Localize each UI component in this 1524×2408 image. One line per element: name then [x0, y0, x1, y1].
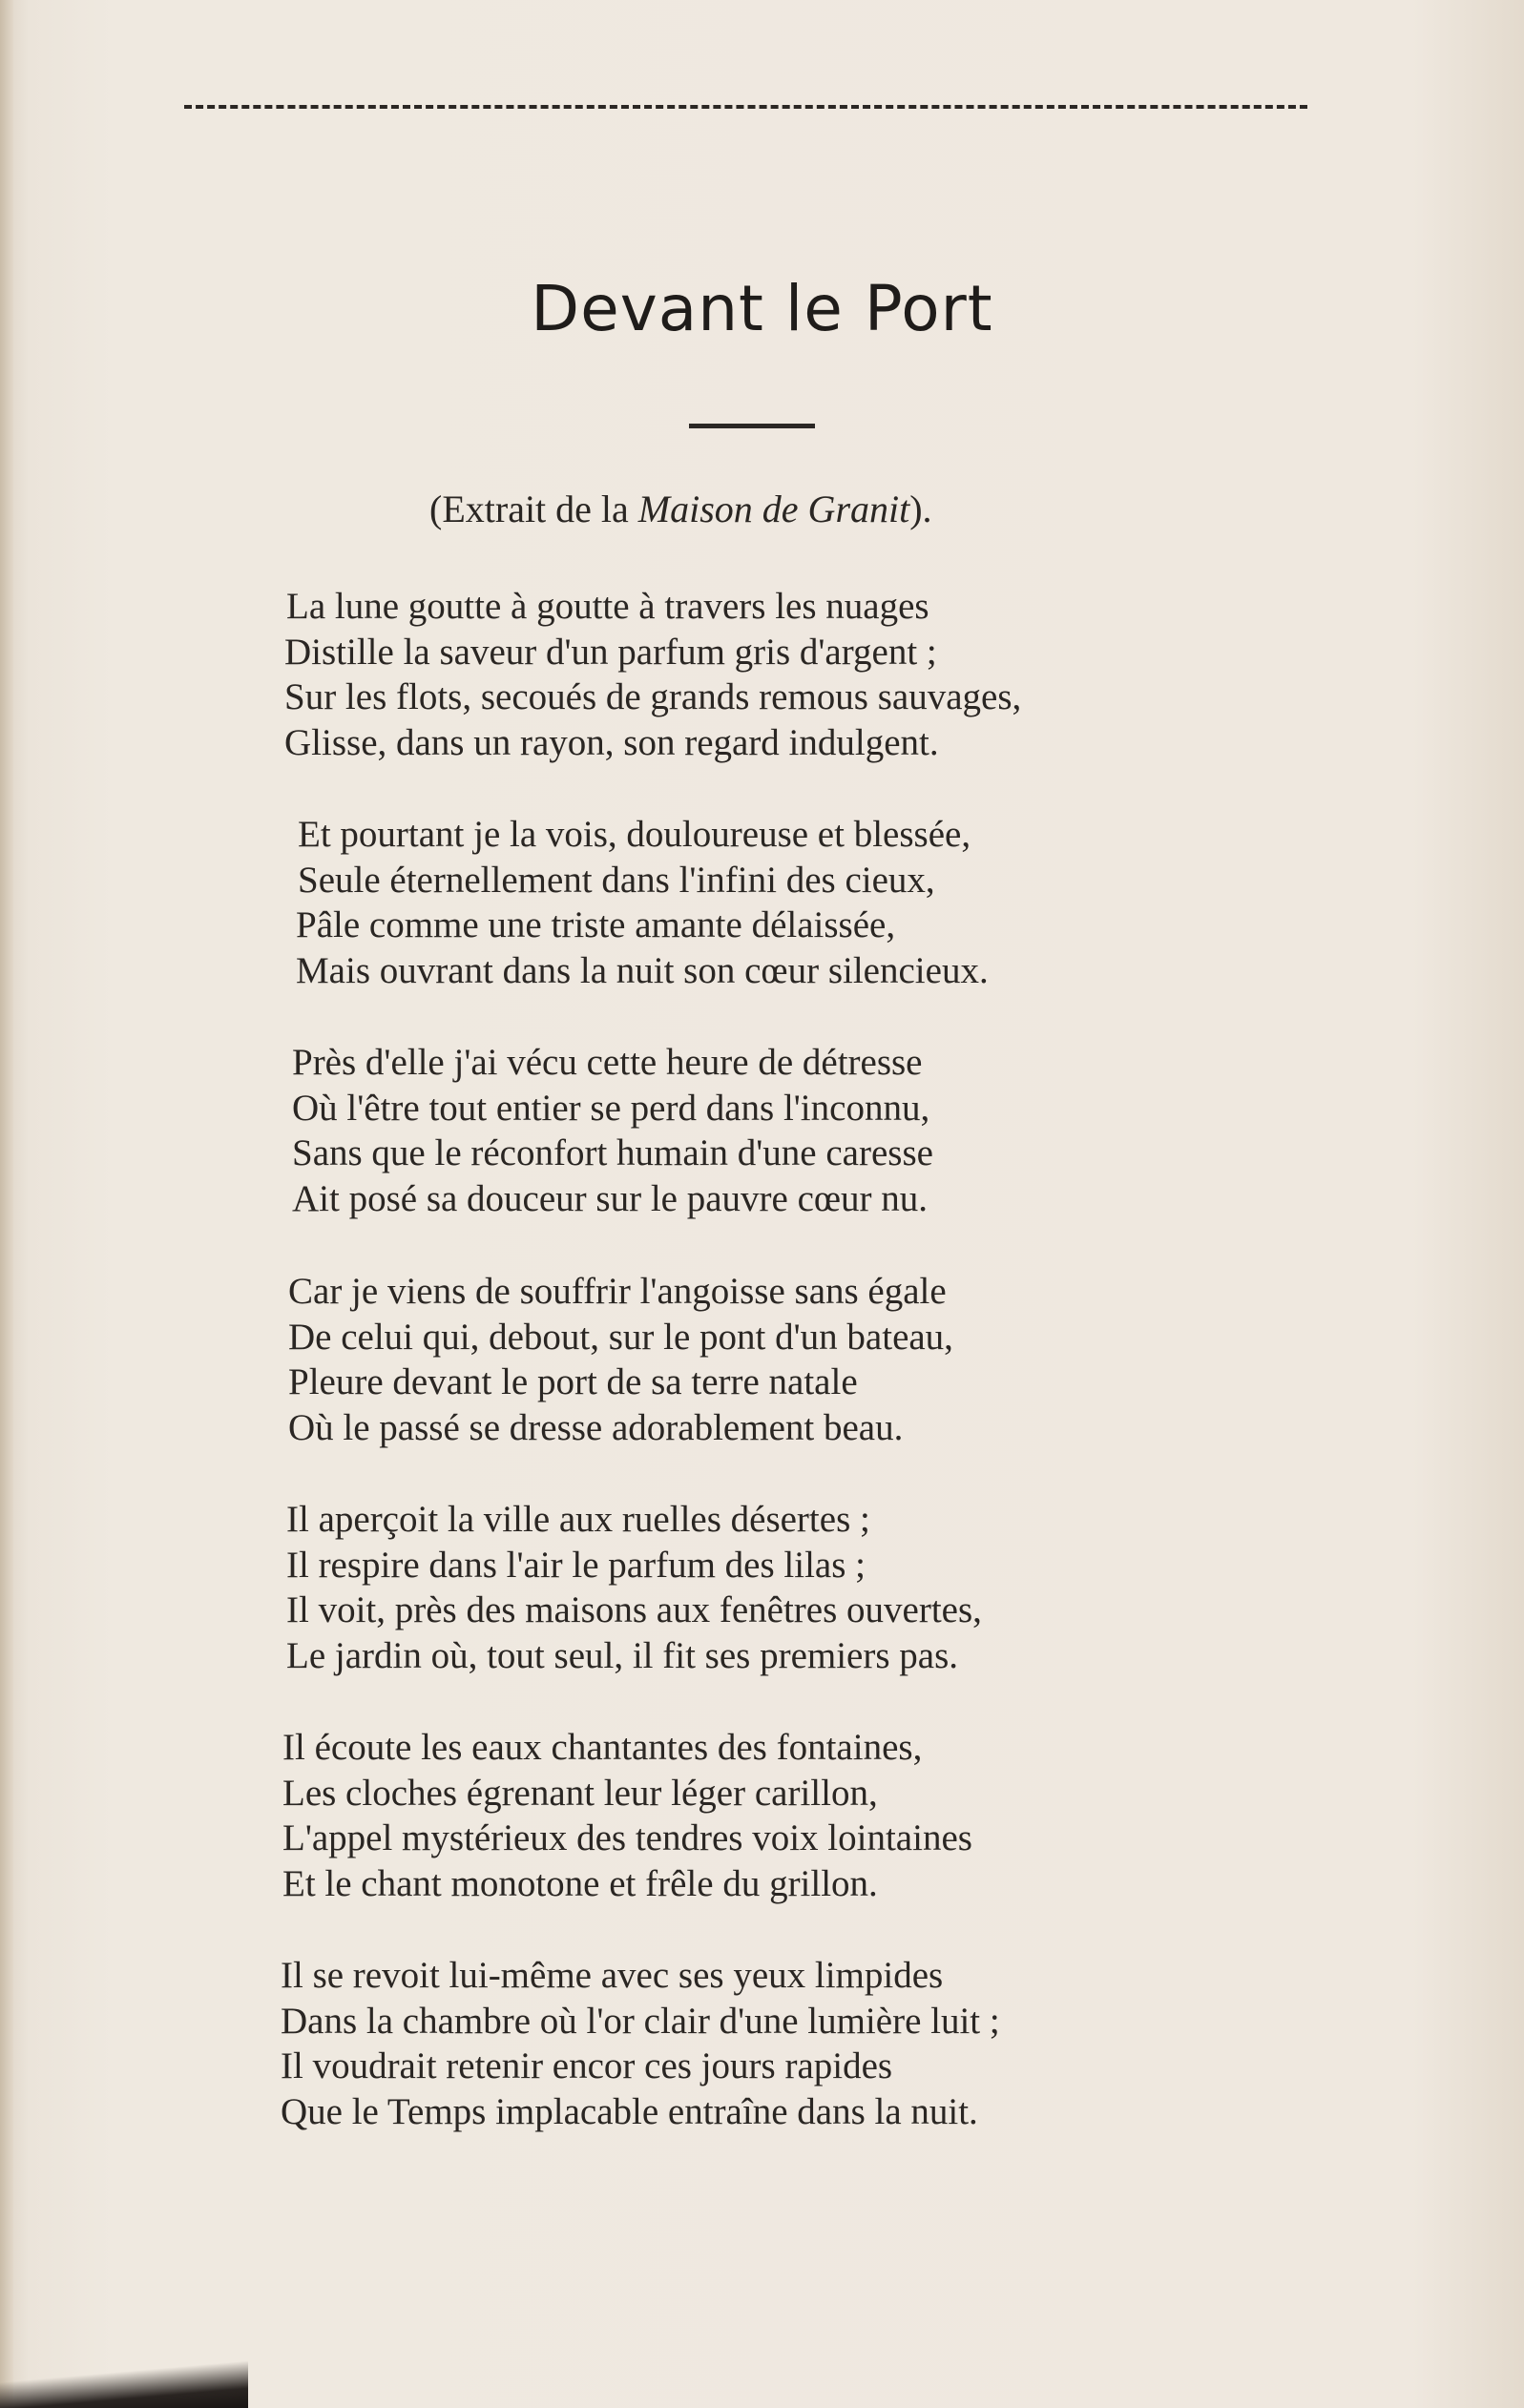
verse-line: De celui qui, debout, sur le pont d'un bateau,	[288, 1316, 953, 1358]
verse-line: Mais ouvrant dans la nuit son cœur silencieux.	[296, 949, 989, 991]
verse-line: Il voit, près des maisons aux fenêtres ouvertes,	[286, 1589, 982, 1630]
subtitle-prefix: (Extrait de la	[429, 488, 638, 530]
verse-line: Dans la chambre où l'or clair d'une lumière luit ;	[281, 2000, 1000, 2042]
verse-line: Que le Temps implacable entraîne dans la nuit.	[281, 2090, 978, 2132]
verse-line: Il voudrait retenir encor ces jours rapides	[281, 2045, 893, 2086]
stanza-2	[286, 812, 1260, 993]
page-spine-edge	[0, 0, 13, 2408]
verse-line: La lune goutte à goutte à travers les nuages	[286, 586, 929, 627]
verse-line: L'appel mystérieux des tendres voix lointaines	[282, 1817, 972, 1858]
verse-line: Il se revoit lui-même avec ses yeux limpides	[281, 1955, 944, 1996]
verse-line: Et pourtant je la vois, douloureuse et blessée,	[298, 814, 971, 855]
verse-line: Le jardin où, tout seul, il fit ses premiers pas.	[286, 1634, 959, 1676]
verse-line: Distille la saveur d'un parfum gris d'argent ;	[284, 631, 937, 673]
stanza-5	[286, 1497, 1260, 1678]
poem-title: Devant le Port	[531, 272, 993, 345]
stanza-6	[282, 1725, 1260, 1906]
verse-line: Il respire dans l'air le parfum des lilas ;	[286, 1544, 866, 1586]
verse-line: Où l'être tout entier se perd dans l'inconnu,	[292, 1087, 930, 1129]
poem-subtitle	[429, 487, 932, 531]
verse-line: Les cloches égrenant leur léger carillon,	[282, 1772, 878, 1814]
verse-line: Il écoute les eaux chantantes des fontaines,	[282, 1727, 923, 1768]
verse-line: Car je viens de souffrir l'angoisse sans égale	[288, 1271, 947, 1312]
verse-line: Ait posé sa douceur sur le pauvre cœur nu.	[292, 1177, 929, 1219]
subtitle-suffix: ).	[909, 488, 932, 530]
verse-line: Glisse, dans un rayon, son regard indulgent.	[284, 721, 939, 763]
verse-line: Et le chant monotone et frêle du grillon.	[282, 1862, 878, 1904]
page-corner-shadow	[0, 2351, 248, 2408]
verse-line: Sur les flots, secoués de grands remous sauvages,	[284, 676, 1022, 717]
title-underline-rule	[689, 424, 815, 428]
stanza-4	[286, 1269, 1260, 1450]
subtitle-work-title: Maison de Granit	[637, 488, 910, 530]
verse-line: Où le passé se dresse adorablement beau.	[288, 1406, 904, 1448]
verse-line: Près d'elle j'ai vécu cette heure de détresse	[292, 1042, 923, 1083]
stanza-3	[286, 1040, 1260, 1221]
verse-line: Pleure devant le port de sa terre natale	[288, 1361, 858, 1402]
header-dashed-rule	[184, 105, 1307, 109]
verse-line: Pâle comme une triste amante délaissée,	[296, 904, 896, 945]
stanza-1	[286, 584, 1260, 765]
verse-line: Seule éternellement dans l'infini des cieux,	[298, 859, 935, 901]
stanza-7	[281, 1953, 1260, 2134]
verse-line: Il aperçoit la ville aux ruelles désertes ;	[286, 1499, 870, 1540]
verse-line: Sans que le réconfort humain d'une caresse	[292, 1132, 933, 1173]
